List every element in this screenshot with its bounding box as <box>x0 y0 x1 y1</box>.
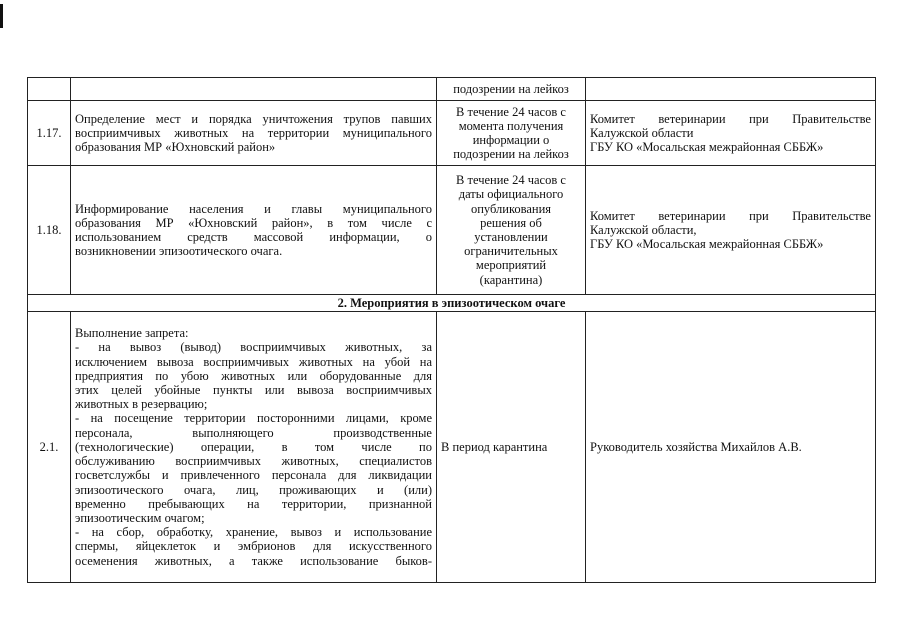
description-line: эпизоотического очага, лиц, проживающих и (или) <box>75 482 432 497</box>
measures-table <box>27 77 876 583</box>
term-line: подозрении на лейкоз <box>453 81 569 96</box>
term-line: подозрении на лейкоз <box>453 147 569 162</box>
description-line: госветслужбы и привлеченного персонала для ликвидации <box>75 468 432 483</box>
section-title: 2. Мероприятия в эпизоотическом очаге <box>28 295 876 312</box>
description-line: использованием средств массовой информации, о <box>75 230 432 244</box>
section-header-row <box>28 295 876 312</box>
responsible-line: Комитет ветеринарии при Правительстве <box>590 208 871 223</box>
term-line: В течение 24 часов с <box>456 173 566 188</box>
responsible-line: Комитет ветеринарии при Правительстве <box>590 111 871 126</box>
term-line: мероприятий <box>475 258 547 273</box>
description-cell <box>71 78 437 101</box>
term-line: решения об <box>480 215 542 230</box>
description-line: - на посещение территории посторонними лицами, кроме <box>75 411 432 426</box>
description-line: животных в резервацию; <box>75 397 208 412</box>
term-cell <box>437 78 586 101</box>
responsible-line: Калужской области, <box>590 222 697 237</box>
description-line: спермы, яйцеклеток и эмбрионов для искусственного <box>75 539 432 554</box>
description-cell <box>71 101 437 166</box>
description-line: персонала, выполняющего производственные <box>75 425 432 440</box>
term-line: ограничительных <box>464 244 558 259</box>
description-line: образования МР «Юхновский район» <box>75 140 276 155</box>
row-number-cell: 1.17. <box>28 101 71 166</box>
description-line: временно пребывающих на территории, признанной <box>75 496 432 511</box>
term-line: В течение 24 часов с <box>456 104 566 119</box>
term-line: (карантина) <box>479 272 543 287</box>
responsible-cell <box>586 166 876 295</box>
scan-edge-mark <box>0 4 3 28</box>
description-cell <box>71 166 437 295</box>
description-line: восприимчивых животных на территории муниципального <box>75 125 432 140</box>
description-line: исключением вывоза восприимчивых животных на убой на <box>75 354 432 369</box>
description-line: осеменения животных, а также использование быков- <box>75 553 432 568</box>
description-line: Определение мест и порядка уничтожения трупов павших <box>75 111 432 126</box>
description-line: Выполнение запрета: <box>75 326 189 341</box>
responsible-cell: Руководитель хозяйства Михайлов А.В. <box>586 312 876 583</box>
term-line: установлении <box>474 230 548 244</box>
responsible-cell <box>586 101 876 166</box>
description-line: этих целей убойные пункты или вывоза восприимчивых <box>75 383 432 398</box>
description-line: эпизоотическим очагом; <box>75 510 205 525</box>
table-row <box>28 312 876 583</box>
term-line: опубликования <box>470 201 552 216</box>
term-line: даты официального <box>458 187 564 202</box>
table-row <box>28 166 876 295</box>
term-cell: В период карантина <box>437 312 586 583</box>
row-number-cell <box>28 78 71 101</box>
description-line: Информирование населения и главы муниципального <box>75 201 432 216</box>
description-line: возникновении эпизоотического очага. <box>75 244 283 259</box>
responsible-line: ГБУ КО «Мосальская межрайонная СББЖ» <box>590 140 824 155</box>
description-line: обслуживанию восприимчивых животных, специалистов <box>75 454 432 469</box>
description-cell <box>71 312 437 583</box>
description-line: - на сбор, обработку, хранение, вывоз и использование <box>75 525 432 540</box>
term-line: момента получения <box>458 118 564 133</box>
term-line: информации о <box>472 133 550 147</box>
term-cell <box>437 101 586 166</box>
term-cell <box>437 166 586 295</box>
table-row <box>28 101 876 166</box>
description-line: образования МР «Юхновский район», в том числе с <box>75 215 432 230</box>
responsible-cell <box>586 78 876 101</box>
responsible-line: Калужской области <box>590 125 694 140</box>
table-row <box>28 78 876 101</box>
responsible-line: ГБУ КО «Мосальская межрайонная СББЖ» <box>590 237 824 252</box>
row-number-cell: 1.18. <box>28 166 71 295</box>
description-line: (технологические) операции, в том числе по <box>75 439 432 454</box>
description-line: - на вывоз (вывод) восприимчивых животных, за <box>75 340 432 355</box>
description-line: предприятия по убою животных или оборудованные для <box>75 368 432 383</box>
row-number-cell: 2.1. <box>28 312 71 583</box>
